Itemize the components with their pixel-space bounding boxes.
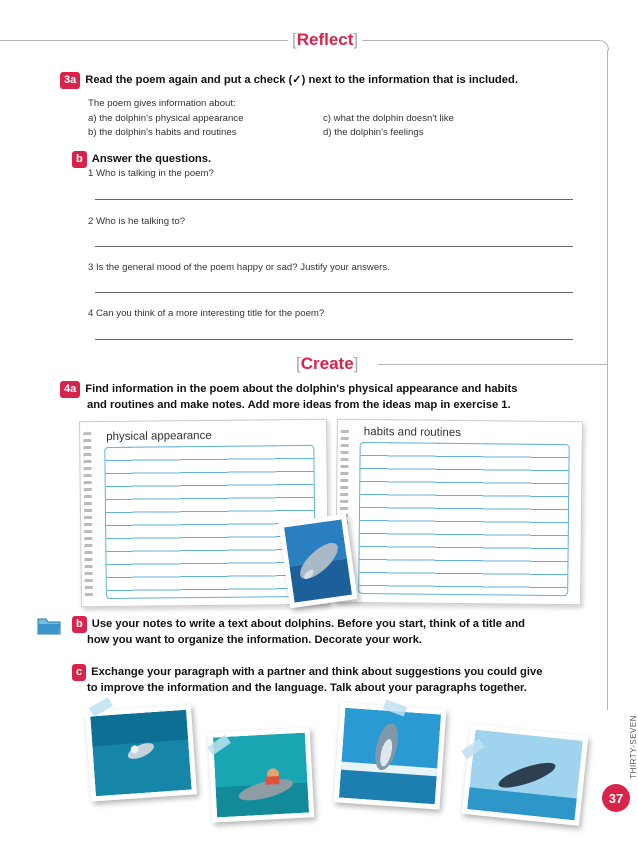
badge-3b: b	[72, 151, 87, 168]
option-d: d) the dolphin's feelings	[323, 127, 424, 138]
instruction-4b: b Use your notes to write a text about dolphins. Before you start, think of a title and how you want to organize the information. Decorate your work.	[72, 616, 602, 648]
dolphin-image	[284, 519, 352, 602]
folder-icon	[36, 614, 62, 636]
answer-line-4[interactable]	[95, 339, 573, 340]
answer-line-1[interactable]	[95, 199, 573, 200]
dolphin-swimming-image	[90, 710, 191, 797]
instruction-3a: 3a Read the poem again and put a check (✓) next to the information that is included.	[60, 72, 600, 89]
answer-line-2[interactable]	[95, 246, 573, 247]
notebook-title-habits: habits and routines	[363, 425, 462, 440]
dolphin-photo-1	[85, 704, 197, 801]
dolphin-photo-center	[278, 514, 357, 609]
question-2: 2 Who is he talking to?	[88, 216, 186, 227]
instruction-4a: 4a Find information in the poem about the dolphin's physical appearance and habits and routines and make notes. Add more ideas from the ideas map in exercise 1.	[60, 381, 600, 413]
notes-area-habits[interactable]	[358, 442, 570, 596]
option-b: b) the dolphin's habits and routines	[88, 127, 237, 138]
create-title: [Create]	[292, 354, 362, 374]
frame-create-line	[378, 364, 608, 365]
question-4: 4 Can you think of a more interesting title for the poem?	[88, 308, 325, 319]
dolphin-jumping-image	[339, 708, 441, 804]
dolphin-with-person-image	[213, 733, 309, 818]
notebook-habits-routines	[335, 419, 583, 606]
option-a: a) the dolphin's physical appearance	[88, 113, 244, 124]
page-number: 37	[602, 784, 630, 812]
badge-4b: b	[72, 616, 87, 633]
notebook-spiral	[83, 432, 93, 596]
dolphin-photo-4	[462, 724, 589, 826]
question-3: 3 Is the general mood of the poem happy or sad? Justify your answers.	[88, 262, 390, 273]
badge-4c: c	[72, 664, 86, 681]
page-word: THIRTY-SEVEN	[629, 715, 638, 779]
intro-text: The poem gives information about:	[88, 98, 236, 109]
question-1: 1 Who is talking in the poem?	[88, 168, 214, 179]
frame-right-line	[607, 50, 608, 710]
instruction-4c: c Exchange your paragraph with a partner and think about suggestions you could give to improve the information and the language. Talk about your paragraphs together.	[72, 664, 602, 696]
dolphin-photo-3	[334, 702, 447, 809]
answer-line-3[interactable]	[95, 292, 573, 293]
instruction-3b: b Answer the questions.	[72, 151, 211, 168]
notebook-title-physical: physical appearance	[106, 429, 212, 444]
badge-4a: 4a	[60, 381, 80, 398]
reflect-title: [Reflect]	[288, 30, 362, 50]
dolphin-leaping-image	[467, 730, 583, 821]
option-c: c) what the dolphin doesn't like	[323, 113, 454, 124]
badge-3a: 3a	[60, 72, 80, 89]
